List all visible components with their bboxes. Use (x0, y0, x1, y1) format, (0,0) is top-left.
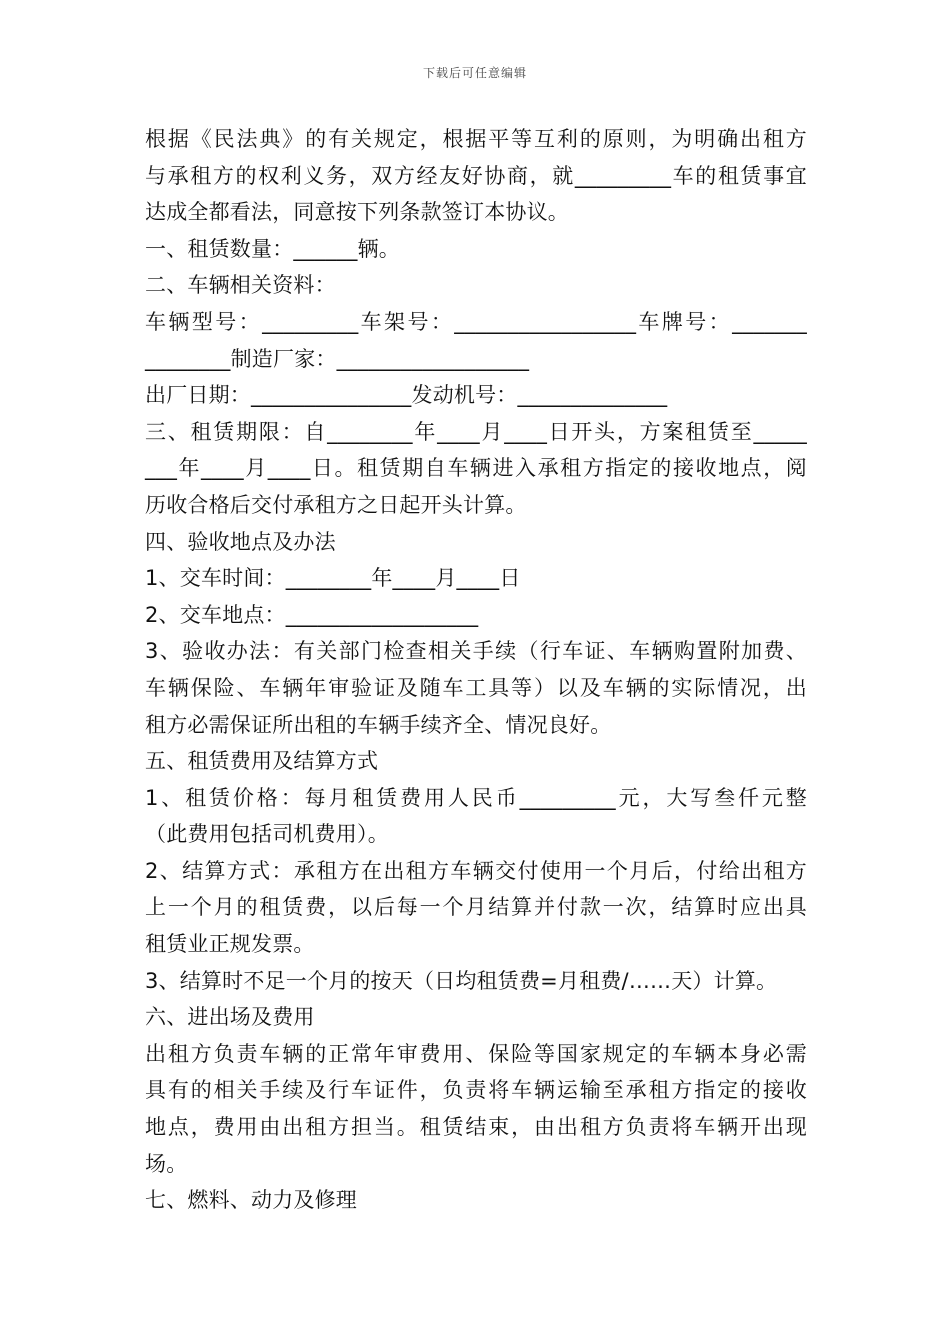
page-header: 下载后可任意编辑 (422, 66, 527, 80)
section-heading: 二、车辆相关资料： (145, 273, 336, 298)
text-line: 2、结算方式：承租方在出租方车辆交付使用一个月后，付给出租方 (145, 858, 807, 883)
text-line: 租赁业正规发票。 (145, 932, 315, 957)
text-line: 根据《民法典》的有关规定，根据平等互利的原则，为明确出租方 (145, 127, 807, 151)
text-line: （此费用包括司机费用）。 (145, 822, 389, 847)
text-line: 3、验收办法：有关部门检查相关手续（行车证、车辆购置附加费、 (145, 639, 807, 664)
section-heading: 四、验收地点及办法 (145, 529, 336, 554)
text-line: 地点，费用由出租方担当。租赁结束，由出租方负责将车辆开出现 (145, 1115, 807, 1140)
text-line: ________制造厂家：__________________ (145, 346, 530, 371)
text-line: 出租方负责车辆的正常年审费用、保险等国家规定的车辆本身必需 (145, 1041, 807, 1066)
section-heading: 一、租赁数量：______辆。 (145, 236, 400, 261)
text-line: 租方必需保证所出租的车辆手续齐全、情况良好。 (145, 712, 612, 737)
section-heading: 五、租赁费用及结算方式 (145, 749, 379, 774)
section-heading: 六、进出场及费用 (145, 1005, 315, 1030)
text-line: 具有的相关手续及行车证件，负责将车辆运输至承租方指定的接收 (145, 1078, 807, 1103)
text-line: 与承租方的权利义务，双方经友好协商，就_________车的租赁事宜 (145, 163, 807, 188)
document-body (145, 121, 807, 1219)
text-line: 2、交车地点：__________________ (145, 602, 479, 627)
text-line: 3、结算时不足一个月的按天（日均租赁费=月租费/……天）计算。 (145, 968, 778, 993)
text-line: 1、租赁价格：每月租赁费用人民币_________元，大写叁仟元整 (145, 785, 807, 810)
text-line: 车辆型号：_________车架号：_________________车牌号：_______ (145, 309, 807, 334)
section-heading: 七、燃料、动力及修理 (145, 1188, 357, 1213)
text-line: ___年____月____日。租赁期自车辆进入承租方指定的接收地点，阅 (145, 456, 807, 481)
text-line: 出厂日期：_______________发动机号：______________ (145, 383, 668, 408)
text-line: 上一个月的租赁费，以后每一个月结算并付款一次，结算时应出具 (145, 895, 807, 920)
text-line: 场。 (145, 1151, 188, 1176)
text-line: 车辆保险、车辆年审验证及随车工具等）以及车辆的实际情况，出 (145, 675, 807, 700)
text-line: 历收合格后交付承租方之日起开头计算。 (145, 492, 527, 517)
section-heading: 三、租赁期限：自________年____月____日开头，方案租赁至_____ (145, 419, 807, 444)
text-line: 达成全都看法，同意按下列条款签订本协议。 (145, 200, 569, 225)
text-line: 1、交车时间：________年____月____日 (145, 566, 521, 591)
